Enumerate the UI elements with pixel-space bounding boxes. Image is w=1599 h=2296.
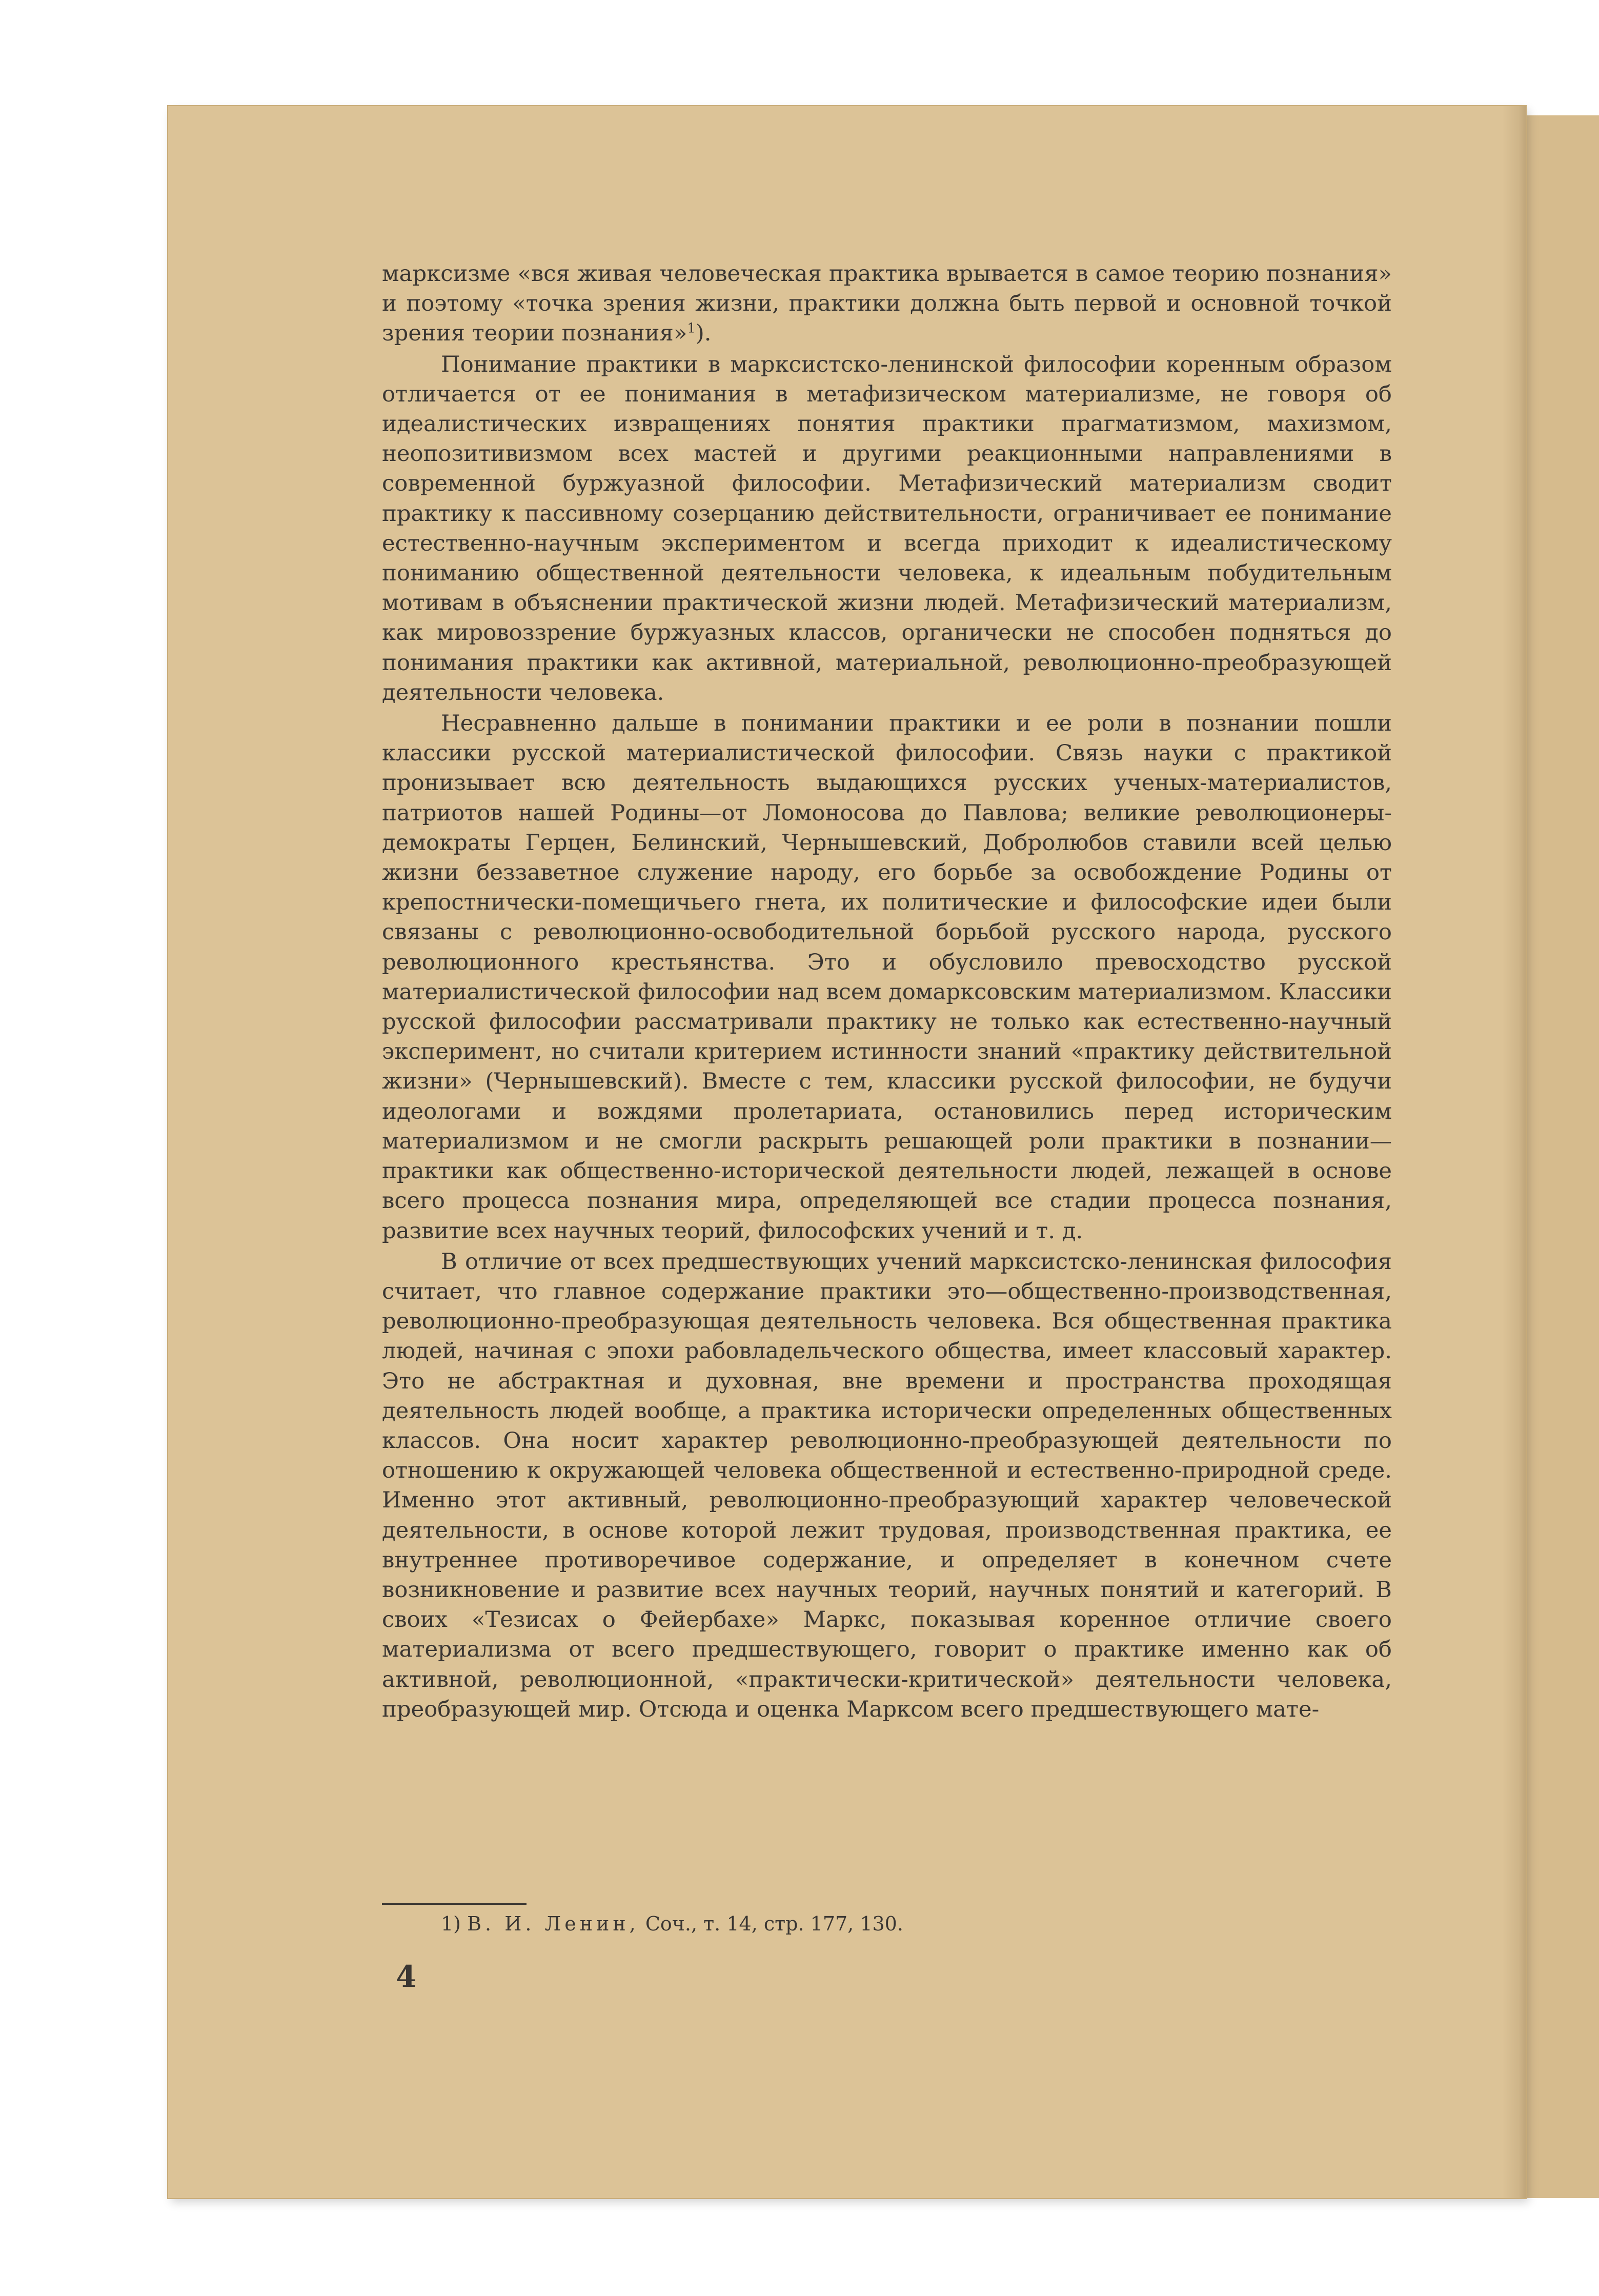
paragraph-3: Несравненно дальше в понимании практики и ее роли в познании пошли классики русской материалистической философии. Связь науки с практикой пронизывает всю деятельность выдающихся русских ученых-материалистов, патриотов нашей Родины—от Ломоносова до Павлова; великие революционеры-демократы Герцен, Белинский, Чернышевский, Добролюбов ставили всей целью жизни беззаветное служение народу, его борьбе за освобождение Родины от крепостнически-помещичьего гнета, их политические и философские идеи были связаны с революционно-освободительной борьбой русского народа, русского революционного крестьянства. Это и обусловило превосходство русской материалистической философии над всем домарксовским материализмом. Классики русской философии рассматривали практику не только как естественно-научный эксперимент, но считали критерием истинности знаний «практику действительной жизни» (Чернышевский). Вместе с тем, классики русской философии, не будучи идеологами и вождями пролетариата, остановились перед историческим материализмом и не смогли раскрыть решающей роли практики в познании—практики как общественно-исторической деятельности людей, лежащей в основе всего процесса познания мира, определяющей все стадии процесса познания, развитие всех научных теорий, философских учений и т. д. [382,711,1392,1244]
footnote-divider [382,1903,527,1905]
footnote-reference: 1 [687,320,696,336]
paragraph-4: В отличие от всех предшествующих учений марксистско-ленинская философия считает, что главное содержание практики это—общественно-производственная, революционно-преобразующая деятельность человека. Вся общественная практика людей, начиная с эпохи рабовладельческого общества, имеет классовый характер. Это не абстрактная и духовная, вне времени и пространства проходящая деятельность людей вообще, а практика исторически определенных общественных классов. Она носит характер революционно-преобразующей деятельности по отношению к окружающей человека общественной и естественно-природной среде. Именно этот активный, революционно-преобразующий характер человеческой деятельности, в основе которой лежит трудовая, производственная практика, ее внутреннее противоречивое содержание, и определяет в конечном счете возникновение и развитие всех научных теорий, научных понятий и категорий. В своих «Тезисах о Фейербахе» Маркс, показывая коренное отличие своего материализма от всего предшествующего, говорит о практике именно как об активной, революционной, «практически-критической» деятельности человека, преобразующей мир. Отсюда и оценка Марксом всего предшествующего мате- [382,1248,1392,1722]
paragraph-1-text: марксизме «вся живая человеческая практика врывается в самое теорию познания» и поэтому «точка зрения жизни, практики должна быть первой и основной точкой зрения теории познания» [382,261,1392,347]
next-page-edge [1526,115,1599,2198]
page-fold-shadow [1502,106,1526,2198]
footnote-author: В. И. Ленин, [467,1912,639,1935]
footnote-number: 1) [441,1912,461,1935]
paragraph-1-close: ). [695,320,712,347]
page-number: 4 [396,1959,417,1994]
footnote-source: Соч., т. 14, стр. 177, 130. [645,1912,903,1935]
paragraph-2: Понимание практики в марксистско-ленинской философии коренным образом отличается от ее понимания в метафизическом материализме, не говоря об идеалистических извращениях понятия практики прагматизмом, махизмом, неопозитивизмом всех мастей и другими реакционными направлениями в современной буржуазной философии. Метафизический материализм сводит практику к пассивному созерцанию действительности, ограничивает ее понимание естественно-научным экспериментом и всегда приходит к идеалистическому пониманию общественной деятельности человека, к идеальным побудительным мотивам в объяснении практической жизни людей. Метафизический материализм, как мировоззрение буржуазных классов, органически не способен подняться до понимания практики как активной, материальной, революционно-преобразующей деятельности человека. [382,351,1392,706]
body-text [382,259,1392,1900]
paragraph-continued [382,259,1392,349]
footnote [441,1911,1159,1936]
